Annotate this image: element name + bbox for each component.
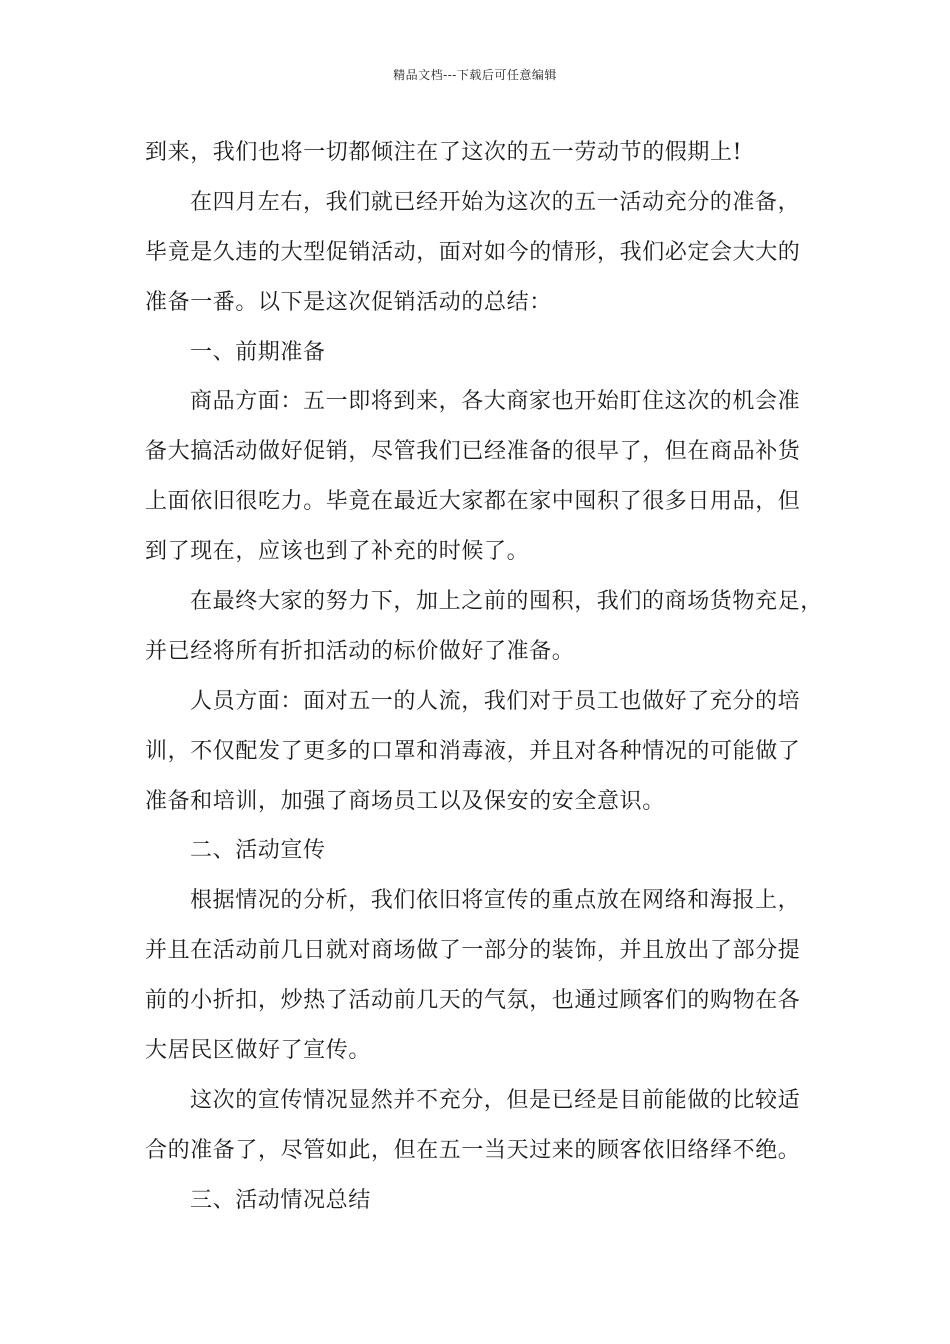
- text-line: 备大搞活动做好促销，尽管我们已经准备的很早了，但在商品补货: [145, 439, 801, 465]
- section-heading: 三、活动情况总结: [190, 1187, 371, 1213]
- section-heading: 一、前期准备: [190, 339, 326, 365]
- text-line: 并且在活动前几日就对商场做了一部分的装饰，并且放出了部分提: [145, 938, 801, 964]
- text-line: 准备一番。以下是这次促销活动的总结：: [145, 289, 552, 315]
- text-line: 在四月左右，我们就已经开始为这次的五一活动充分的准备，: [190, 189, 801, 215]
- text-line: 毕竟是久违的大型促销活动，面对如今的情形，我们必定会大大的: [145, 239, 801, 265]
- text-line: 人员方面：面对五一的人流，我们对于员工也做好了充分的培: [190, 688, 801, 714]
- text-line: 商品方面：五一即将到来，各大商家也开始盯住这次的机会准: [190, 389, 801, 415]
- text-line: 并已经将所有折扣活动的标价做好了准备。: [145, 638, 575, 664]
- document-header: 精品文档---下载后可任意编辑: [393, 68, 557, 82]
- text-line: 前的小折扣，炒热了活动前几天的气氛，也通过顾客们的购物在各: [145, 988, 801, 1014]
- text-line: 训，不仅配发了更多的口罩和消毒液，并且对各种情况的可能做了: [145, 738, 801, 764]
- text-line: 大居民区做好了宣传。: [145, 1038, 372, 1064]
- text-line: 到来，我们也将一切都倾注在了这次的五一劳动节的假期上!: [145, 140, 743, 165]
- text-line: 在最终大家的努力下，加上之前的囤积，我们的商场货物充足，: [190, 589, 823, 615]
- text-line: 准备和培训，加强了商场员工以及保安的安全意识。: [145, 788, 665, 814]
- section-heading: 二、活动宣传: [190, 838, 326, 864]
- document-body: [145, 128, 823, 1226]
- text-line: 上面依旧很吃力。毕竟在最近大家都在家中囤积了很多日用品，但: [145, 489, 801, 515]
- text-line: 这次的宣传情况显然并不充分，但是已经是目前能做的比较适: [190, 1087, 801, 1113]
- text-line: 合的准备了，尽管如此，但在五一当天过来的顾客依旧络绎不绝。: [145, 1137, 801, 1163]
- text-line: 到了现在，应该也到了补充的时候了。: [145, 539, 530, 565]
- text-line: 根据情况的分析，我们依旧将宣传的重点放在网络和海报上，: [190, 888, 801, 914]
